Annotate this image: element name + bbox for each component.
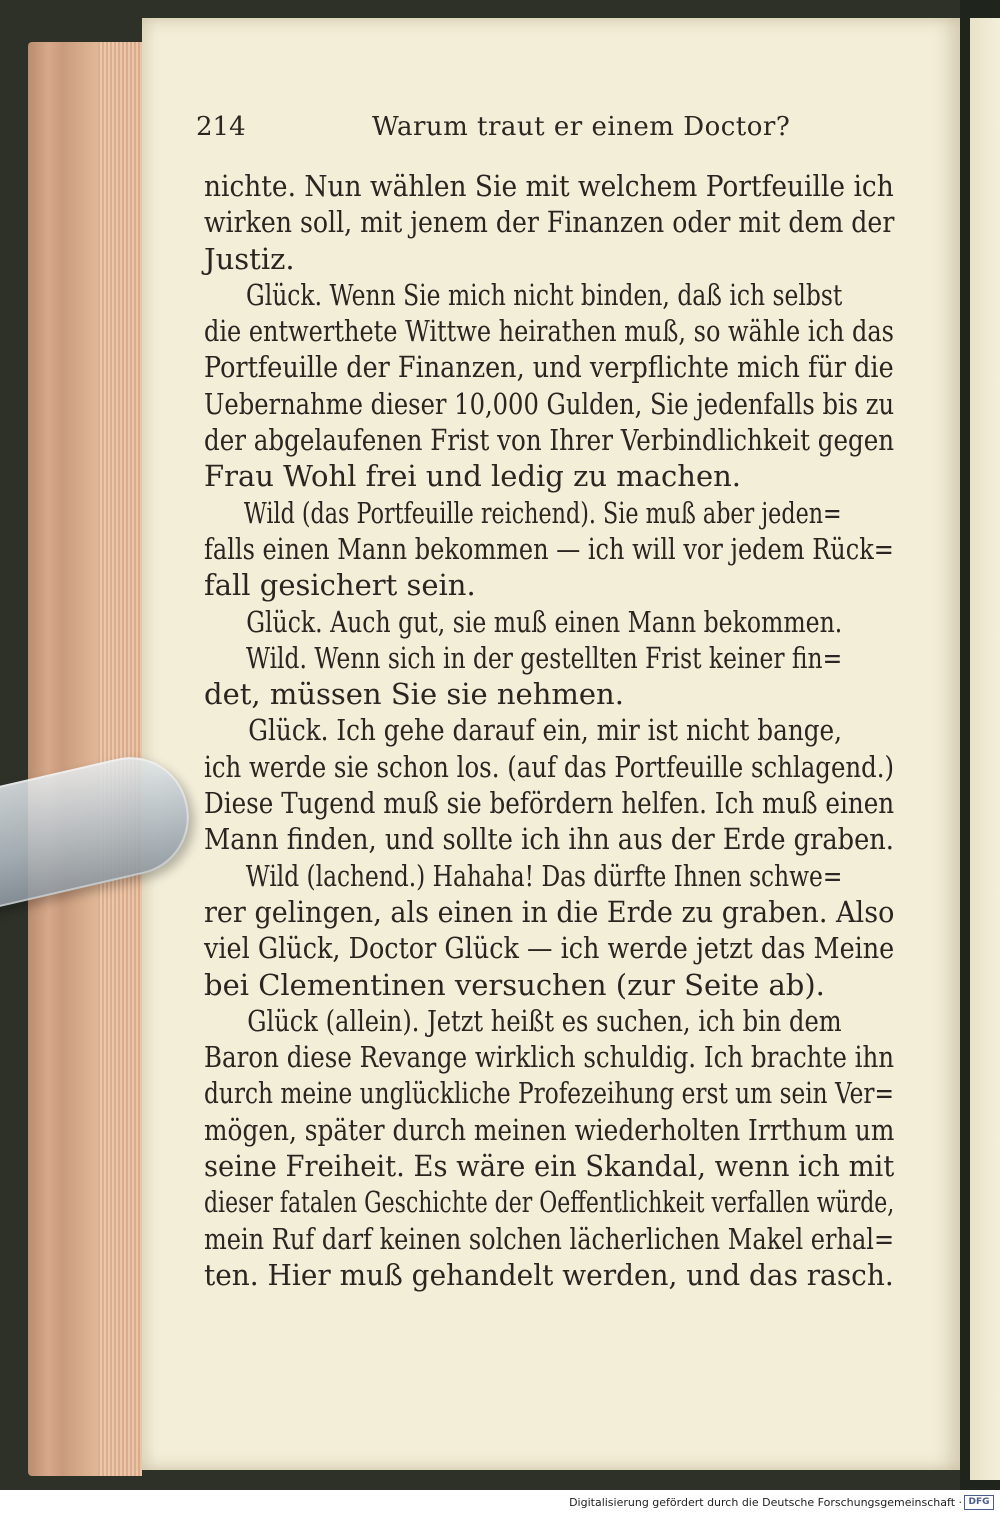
text-line: Wild (lachend.) Hahaha! Das dürfte Ihnen schwe= (245, 858, 843, 893)
text-line: seine Freiheit. Es wäre ein Skandal, wenn ich mit (204, 1149, 895, 1184)
text-line: der abgelaufenen Frist von Ihrer Verbindlichkeit gegen (204, 423, 895, 458)
text-line: ich werde sie schon los. (auf das Portfeuille schlagend.) (204, 749, 895, 784)
text-line: Glück. Wenn Sie mich nicht binden, daß ich selbst (245, 277, 843, 312)
text-line: fall gesichert sein. (204, 568, 476, 603)
next-page-edge (970, 18, 1000, 1480)
text-line: falls einen Mann bekommen — ich will vor jedem Rück= (204, 531, 894, 566)
page-header (196, 112, 896, 152)
footer-bar (0, 1490, 1000, 1515)
text-line: Portfeuille der Finanzen, und verpflichte mich für die (204, 350, 894, 385)
text-line: dieser fatalen Geschichte der Oeffentlichkeit verfallen würde, (204, 1185, 895, 1220)
text-line: mein Ruf darf keinen solchen lächerlichen Makel erhal= (204, 1221, 895, 1256)
text-line: Frau Wohl frei und ledig zu machen. (204, 459, 742, 494)
text-line: rer gelingen, als einen in die Erde zu graben. Also (204, 894, 895, 929)
text-line: viel Glück, Doctor Glück — ich werde jetzt das Meine (204, 931, 895, 966)
text-line: Glück. Auch gut, sie muß einen Mann bekommen. (246, 604, 843, 639)
dfg-logo-icon: DFG (964, 1495, 994, 1510)
text-line: det, müssen Sie sie nehmen. (204, 677, 624, 712)
footer-credit: Digitalisierung gefördert durch die Deutsche Forschungsgemeinschaft · (569, 1496, 962, 1509)
text-line: Glück (allein). Jetzt heißt es suchen, ich bin dem (247, 1003, 842, 1038)
text-line: die entwerthete Wittwe heirathen muß, so wähle ich das (204, 314, 894, 349)
page-number: 214 (196, 112, 246, 142)
text-line: Glück. Ich gehe darauf ein, mir ist nicht bange, (248, 713, 843, 748)
text-line: wirken soll, mit jenem der Finanzen oder mit dem der (204, 205, 895, 240)
running-head: Warum traut er einem Doctor? (372, 112, 791, 142)
text-line: Justiz. (204, 241, 295, 276)
text-line: Wild. Wenn sich in der gestellten Frist keiner fin= (245, 640, 843, 675)
text-line: bei Clementinen versuchen (zur Seite ab). (204, 967, 825, 1002)
text-line: Uebernahme dieser 10,000 Gulden, Sie jedenfalls bis zu (204, 386, 895, 421)
text-line: Wild (das Portfeuille reichend). Sie muß aber jeden= (243, 495, 842, 530)
text-line: Diese Tugend muß sie befördern helfen. Ich muß einen (204, 786, 895, 821)
text-line: Baron diese Revange wirklich schuldig. Ich brachte ihn (204, 1040, 895, 1075)
text-line: durch meine unglückliche Profezeihung erst um sein Ver= (204, 1076, 895, 1111)
text-line: Mann finden, und sollte ich ihn aus der Erde graben. (204, 822, 894, 857)
bleed-through-shadow (560, 1255, 920, 1365)
text-line: nichte. Nun wählen Sie mit welchem Portfeuille ich (204, 169, 894, 203)
text-line: mögen, später durch meinen wiederholten Irrthum um (204, 1112, 895, 1147)
page-text (204, 168, 894, 1293)
text-line: ten. Hier muß gehandelt werden, und das rasch. (204, 1257, 894, 1292)
